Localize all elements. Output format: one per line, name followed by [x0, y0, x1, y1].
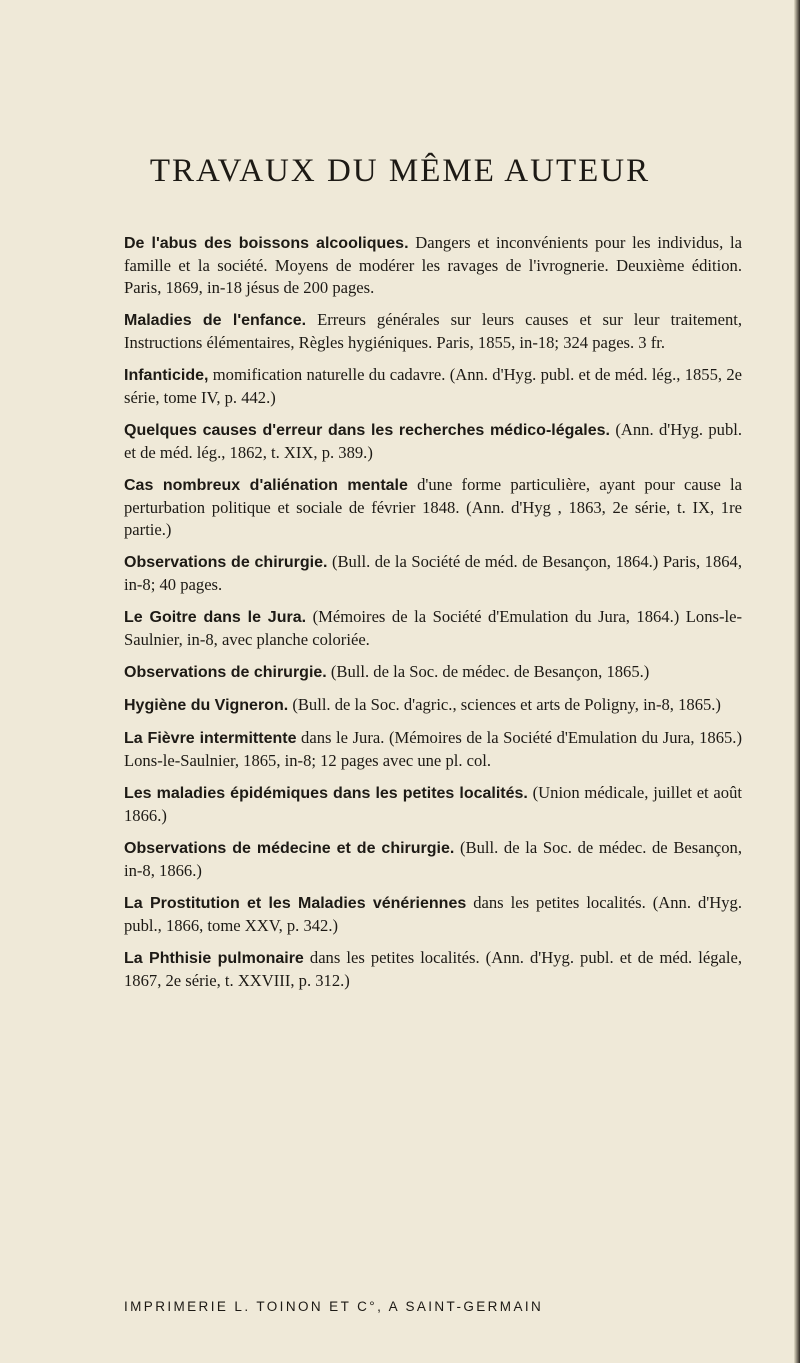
list-item: [124, 606, 742, 651]
entry-title: Le Goitre dans le Jura.: [124, 609, 307, 626]
entry-details: (Ann. d'Hyg. publ. et de méd. lég., 1862, t. XIX, p. 389.): [124, 420, 743, 462]
entry-title: Cas nombreux d'aliénation mentale: [124, 477, 408, 494]
entry-details: dans le Jura. (Mémoires de la Société d'Emulation du Jura, 1865.) Lons-le-Saulnier, 1865, in-8; 12 pages avec une pl. col.: [124, 728, 742, 770]
entry-title: La Phthisie pulmonaire: [124, 950, 304, 967]
entry-details: (Bull. de la Soc. d'agric., sciences et arts de Poligny, in-8, 1865.): [288, 695, 721, 714]
entry-title: Infanticide,: [124, 367, 209, 384]
printer-imprint: IMPRIMERIE L. TOINON ET C°, A SAINT-GERMAIN: [124, 1299, 544, 1314]
entry-title: De l'abus des boissons alcooliques.: [124, 235, 409, 252]
list-item: [124, 551, 742, 596]
entry-title: Observations de médecine et de chirurgie.: [124, 840, 455, 857]
list-item: [124, 727, 742, 772]
page-title: TRAVAUX DU MÊME AUTEUR: [149, 153, 651, 189]
entry-details: Erreurs générales sur leurs causes et sur leur traitement, Instructions élémentaires, Règles hygiéniques. Paris, 1855, in-18; 324 pages. 3 fr.: [124, 310, 743, 352]
page-edge-shadow: [794, 0, 800, 1363]
entry-title: La Fièvre intermittente: [124, 730, 297, 747]
list-item: [124, 694, 742, 717]
entry-title: Observations de chirurgie.: [124, 554, 328, 571]
entry-details: (Mémoires de la Société d'Emulation du Jura, 1864.) Lons-le-Saulnier, in-8, avec planche coloriée.: [124, 607, 743, 649]
entry-details: (Bull. de la Soc. de médec. de Besançon, in-8, 1866.): [124, 838, 742, 880]
list-item: [124, 947, 742, 992]
entry-details: Dangers et inconvénients pour les individus, la famille et la société. Moyens de modérer les ravages de l'ivrognerie. Deuxième édition. Paris, 1869, in-18 jésus de 200 pages.: [124, 233, 742, 297]
list-item: [124, 837, 742, 882]
entry-details: dans les petites localités. (Ann. d'Hyg. publ., 1866, tome XXV, p. 342.): [124, 893, 742, 935]
entry-title: La Prostitution et les Maladies vénériennes: [124, 895, 467, 912]
entry-details: (Bull. de la Soc. de médec. de Besançon, 1865.): [326, 662, 650, 681]
entry-details: dans les petites localités. (Ann. d'Hyg. publ. et de méd. légale, 1867, 2e série, t. XXVIII, p. 312.): [124, 948, 742, 990]
list-item: [124, 892, 742, 937]
entry-details: momification naturelle du cadavre. (Ann. d'Hyg. publ. et de méd. lég., 1855, 2e série, tome IV, p. 442.): [124, 365, 742, 407]
bibliography-list: [124, 232, 742, 1002]
list-item: [124, 364, 742, 409]
entry-details: d'une forme particulière, ayant pour cause la perturbation politique et sociale de février 1848. (Ann. d'Hyg , 1863, 2e série, t. IX, 1re partie.): [124, 475, 743, 539]
list-item: [124, 232, 742, 299]
entry-title: Hygiène du Vigneron.: [124, 697, 289, 714]
entry-details: (Union médicale, juillet et août 1866.): [124, 783, 743, 825]
entry-title: Maladies de l'enfance.: [124, 312, 307, 329]
list-item: [124, 419, 742, 464]
entry-details: (Bull. de la Société de méd. de Besançon, 1864.) Paris, 1864, in-8; 40 pages.: [124, 552, 742, 594]
list-item: [124, 661, 742, 684]
entry-title: Quelques causes d'erreur dans les recherches médico-légales.: [124, 422, 610, 439]
list-item: [124, 474, 742, 541]
list-item: [124, 309, 742, 354]
entry-title: Les maladies épidémiques dans les petites localités.: [124, 785, 528, 802]
entry-title: Observations de chirurgie.: [124, 664, 327, 681]
list-item: [124, 782, 742, 827]
